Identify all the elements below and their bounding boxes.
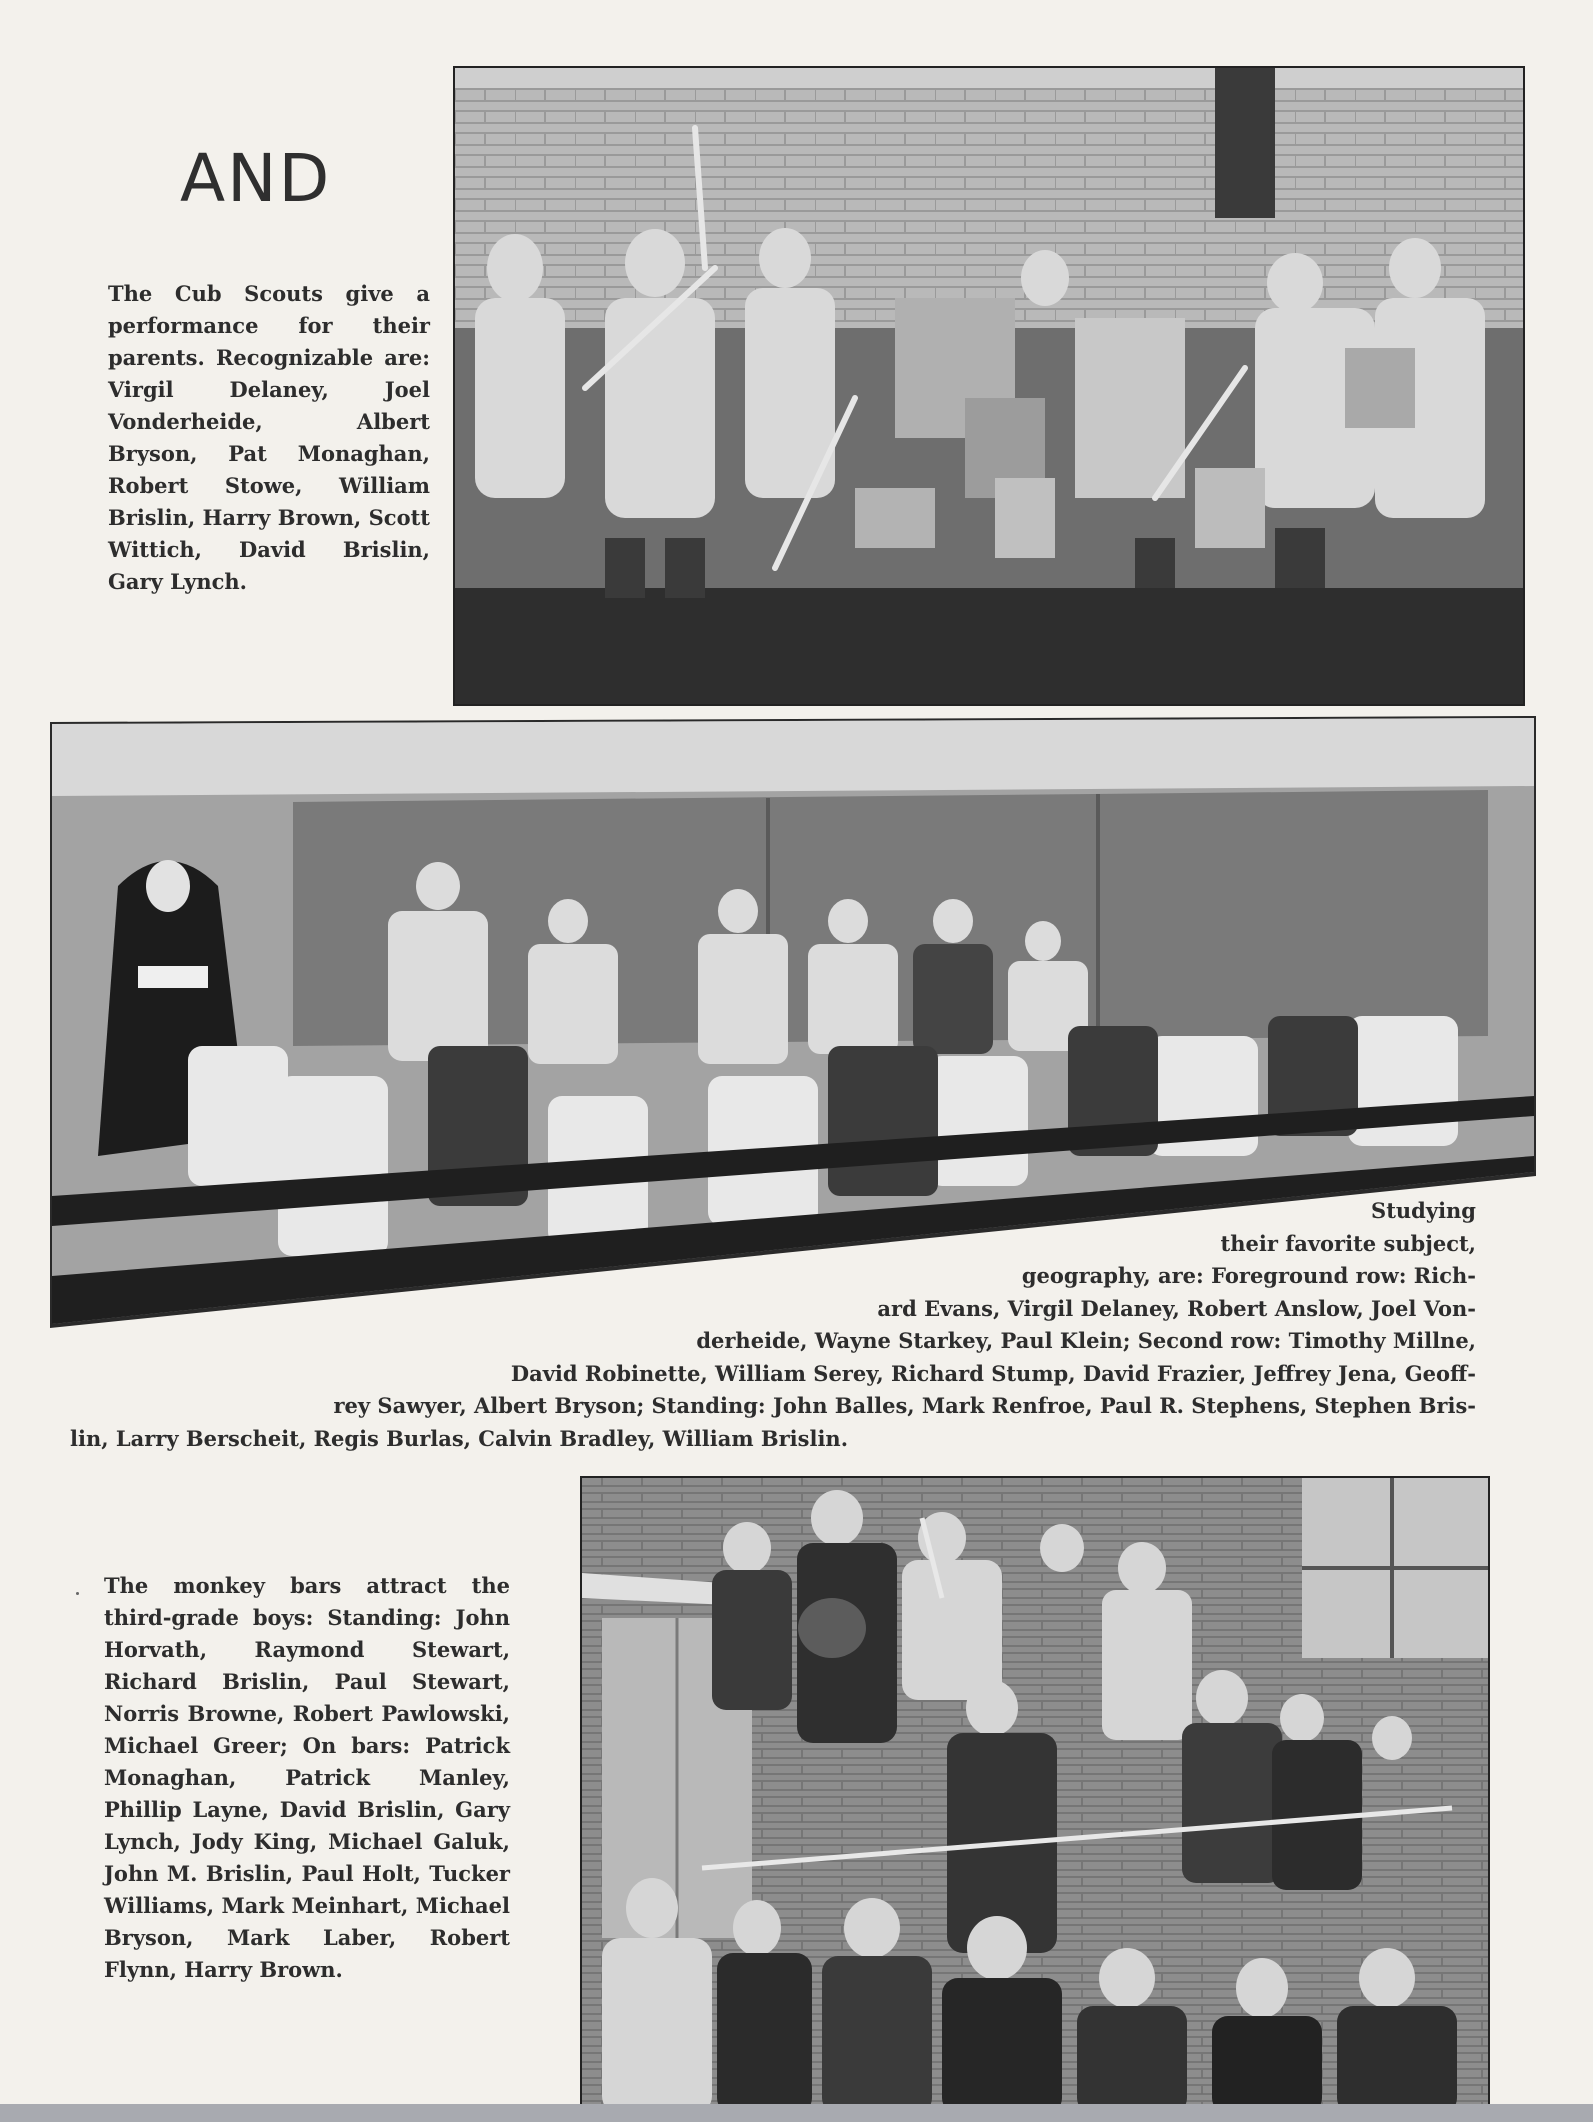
geography-caption-line: rey Sawyer, Albert Bryson; Standing: John Balles, Mark Renfroe, Paul R. Stephens, Stephen Bris- [333, 1393, 1476, 1418]
geography-caption-line: derheide, Wayne Starkey, Paul Klein; Second row: Timothy Millne, [696, 1328, 1476, 1353]
geography-caption-line: their favorite subject, [1220, 1230, 1476, 1256]
geography-caption [70, 1195, 1476, 1455]
cub-scouts-caption: The Cub Scouts give a performance for their parents. Recognizable are: Virgil Delaney, Joel Vonderheide, Albert Bryson, Pat Monaghan, Robert Stowe, William Brislin, Harry Brown, Scott Wittich, David Brislin, Gary Lynch. [108, 281, 430, 594]
page-edge [0, 2104, 1593, 2122]
geography-caption-line: ard Evans, Virgil Delaney, Robert Anslow, Joel Von- [877, 1295, 1476, 1321]
stray-mark [76, 1592, 79, 1595]
geography-caption-line: Studying [1371, 1198, 1476, 1223]
geography-caption-line: David Robinette, William Serey, Richard Stump, David Frazier, Jeffrey Jena, Geoff- [510, 1360, 1476, 1386]
geography-caption-line: lin, Larry Berscheit, Regis Burlas, Calvin Bradley, William Brislin. [70, 1425, 849, 1451]
geography-caption-line: geography, are: Foreground row: Rich- [1021, 1263, 1476, 1288]
monkey-bars-caption: The monkey bars attract the third-grade boys: Standing: John Horvath, Raymond Stewart, Richard Brislin, Paul Stewart, Norris Browne, Robert Pawlowski, Michael Greer; On bars: Patrick Monaghan, Patrick Manley, Phillip Layne, David Brislin, Gary Lynch, Jody King, Michael Galuk, John M. Brislin, Paul Holt, Tucker Williams, Mark Meinhart, Michael Bryson, Mark Laber, Robert Flynn, Harry Brown. [104, 1573, 510, 1982]
cub-scouts-photo [453, 66, 1525, 706]
monkey-bars-photo [580, 1476, 1490, 2116]
page-heading: AND [180, 140, 332, 217]
